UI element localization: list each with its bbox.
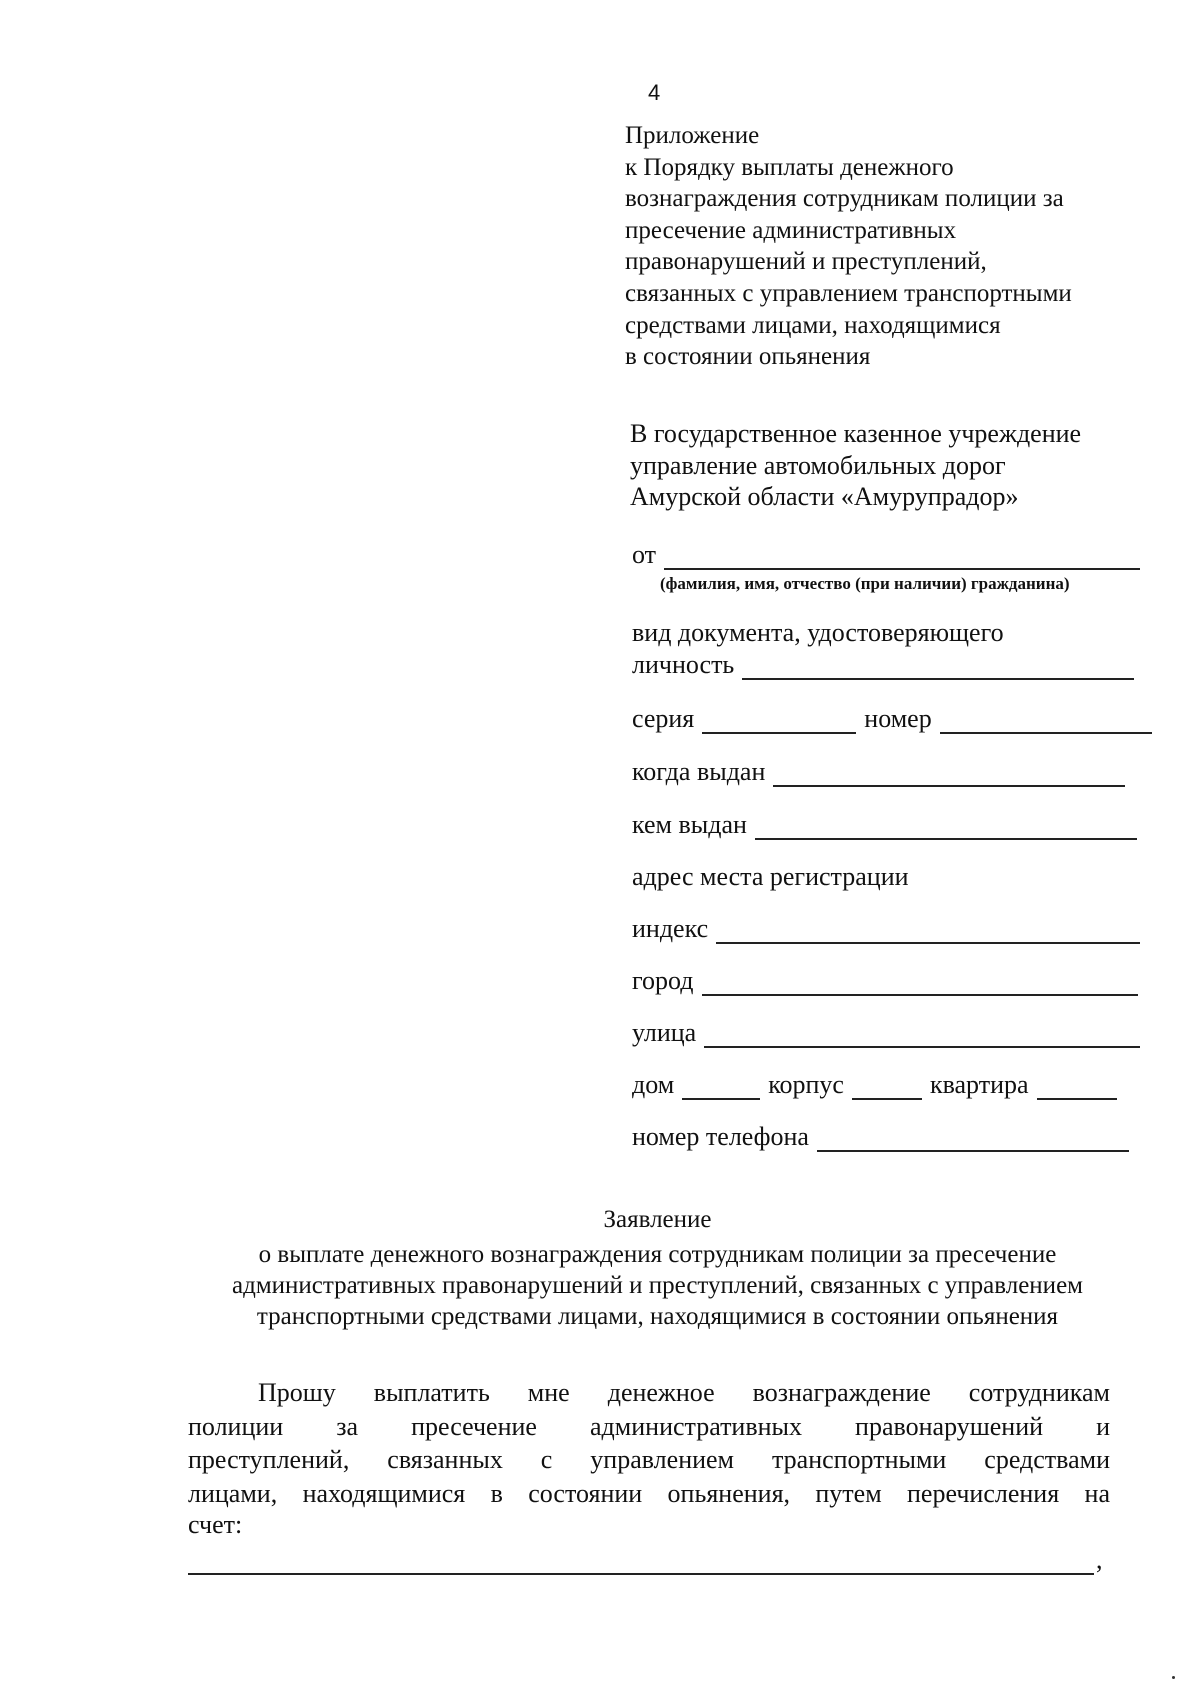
city-label: город [632,966,694,995]
index-row [632,914,1148,944]
building-field[interactable] [852,1074,922,1100]
issued-by-label: кем выдан [632,810,747,839]
from-label: от [632,540,657,569]
issued-date-label: когда выдан [632,757,766,786]
series-field[interactable] [702,708,856,734]
issued-date-row [632,757,1133,787]
street-row [632,1018,1148,1048]
house-row [632,1070,1125,1100]
account-field[interactable] [188,1563,1094,1575]
recipient-line: Амурской области «Амурупрадор» [630,482,1019,511]
statement-title: Заявление [603,1206,712,1233]
street-label: улица [632,1018,697,1047]
phone-field[interactable] [817,1126,1129,1152]
building-label: корпус [768,1070,844,1099]
from-row [632,540,1148,570]
house-label: дом [632,1070,675,1099]
recipient-line: управление автомобильных дорог [630,450,1006,480]
apartment-label: квартира [929,1070,1029,1099]
appendix-line: правонарушений и преступлений, [625,248,987,276]
doc-type-label-2: личность [632,650,735,679]
number-field[interactable] [940,708,1152,734]
appendix-line: в состоянии опьянения [625,343,871,371]
issued-by-row [632,810,1145,840]
account-comma: , [1096,1545,1103,1574]
index-field[interactable] [716,918,1140,944]
issued-date-field[interactable] [773,761,1125,787]
appendix-line: к Порядку выплаты денежного [625,153,954,181]
body-line: лицами, находящимися в состоянии опьянения, путем перечисления на [188,1478,1110,1508]
appendix-line: вознаграждения сотрудникам полиции за [625,185,1064,213]
body-line: полиции за пресечение административных правонарушений и [188,1411,1110,1441]
appendix-header [625,120,1072,373]
appendix-line: пресечение административных [625,216,957,244]
statement-subtitle-line: о выплате денежного вознаграждения сотрудникам полиции за пресечение [258,1241,1057,1268]
statement-subtitle-line: административных правонарушений и преступлений, связанных с управлением [232,1272,1083,1299]
body-line: преступлений, связанных с управлением транспортными средствами [188,1445,1110,1474]
body-line: Прошу выплатить мне денежное вознаграждение сотрудникам [258,1378,1110,1407]
from-hint: (фамилия, имя, отчество (при наличии) гражданина) [660,574,1070,593]
appendix-line: Приложение [625,122,760,149]
apartment-field[interactable] [1037,1074,1117,1100]
issued-by-field[interactable] [755,814,1137,840]
number-label: номер [864,704,932,733]
doc-type-row-2 [632,650,1142,680]
address-row [632,862,909,892]
phone-row [632,1122,1137,1152]
series-number-row [632,704,1160,734]
appendix-line: связанных с управлением транспортными [625,279,1072,307]
street-field[interactable] [704,1022,1140,1048]
from-field[interactable] [664,544,1140,570]
house-field[interactable] [682,1074,760,1100]
doc-type-label: вид документа, удостоверяющего [632,618,1004,647]
statement-body [188,1376,1110,1510]
statement-subtitle-line: транспортными средствами лицами, находящимися в состоянии опьянения [256,1303,1059,1330]
body-last-line: счет: [188,1510,243,1539]
series-label: серия [632,704,695,733]
recipient-block [630,418,1081,513]
scan-speck [1172,1676,1175,1679]
index-label: индекс [632,914,709,943]
doc-type-field[interactable] [742,654,1134,680]
city-row [632,966,1146,996]
city-field[interactable] [702,970,1138,996]
page-number: 4 [648,80,661,105]
doc-type-row-1 [632,618,1004,648]
address-label: адрес места регистрации [632,862,909,891]
recipient-line: В государственное казенное учреждение [630,419,1082,448]
appendix-line: средствами лицами, находящимися [625,311,1001,339]
phone-label: номер телефона [632,1122,809,1151]
